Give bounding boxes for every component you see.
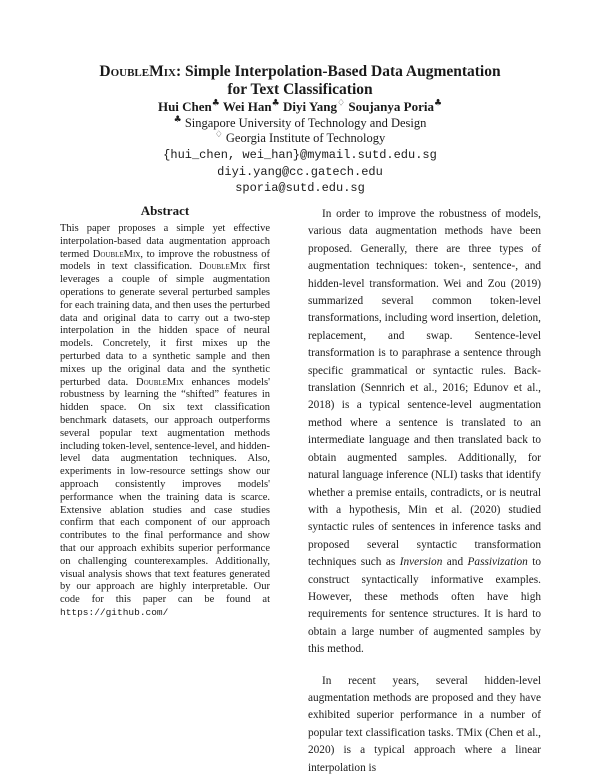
author: Diyi Yang♢ — [282, 98, 346, 114]
author-list — [20, 99, 580, 115]
club-mark: ♣ — [433, 98, 443, 109]
method-name: DoubleMix — [99, 63, 176, 80]
body-paragraph: In recent years, several hidden-level augmentation methods are proposed and they have exhibited superior performance in a number of popular text classification tasks. TMix (Chen et al., 2020) is a typical approach where a linear interpolation is — [308, 674, 541, 774]
affiliation: ♢ Georgia Institute of Technology — [214, 129, 386, 145]
email: sporia@sutd.edu.sg — [235, 181, 365, 195]
club-mark: ♣ — [271, 98, 280, 109]
paper-title-line2: for Text Classification — [227, 81, 373, 98]
email: {hui_chen, wei_han}@mymail.sutd.edu.sg — [163, 148, 437, 162]
paper-title — [20, 62, 580, 81]
abstract-heading: Abstract — [140, 203, 190, 218]
club-mark: ♣ — [173, 114, 182, 125]
author: Wei Han♣ — [222, 98, 280, 114]
affiliation: ♣ Singapore University of Technology and Design — [173, 114, 427, 130]
title-text: : Simple Interpolation-Based Data Augmentation — [175, 63, 501, 80]
intro-column — [308, 206, 541, 777]
code-link[interactable]: https://github.com/ — [60, 606, 169, 618]
body-paragraph: In order to improve the robustness of models, various data augmentation methods have been proposed. Generally, there are three types of augmentation techniques: token-, sentence-, and hidden-level transformation. Wei and Zou (2019) summarized several common token-level transformations, including word insertion, deletion, replacement, and swap. Sentence-level transformation is to paraphrase a sentence through specific grammatical or syntactic rules. Back-translation (Sennrich et al., 2016; Edunov et al., 2018) is a typical sentence-level augmentation method where a sentence is translated to an intermediate language and then translated back to obtain augmented samples. Additionally, for natural language inference (NLI) tasks that identify whether a premise entails, contradicts, or is neutral with a hypothesis, Min et al. (2020) studied syntactic rules of sentences in inference tasks and proposed several syntactic transformation techniques such as Inversion and Passivization to construct syntactically informative examples. However, these methods often have high requirements for sentence structures. It is hard to obtain a large number of augmented samples by this method. — [308, 208, 541, 656]
diamond-mark: ♢ — [337, 98, 346, 109]
abstract-text: This paper proposes a simple yet effective interpolation-based data augmentation approach termed DoubleMix, to improve the robustness of models in text classification. DoubleMix first leverages a couple of simple augmentation operations to generate several perturbed samples for each training data, and then uses the perturbed data and original data to carry out a two-step interpolation in the hidden space of neural models. Concretely, it first mixes up the perturbed data to a synthetic sample and then mixes up the original data and the synthetic perturbed data. DoubleMix enhances models' robustness by learning the “shifted” features in hidden space. On six text classification benchmark datasets, our approach outperforms several popular text augmentation methods including token-level, sentence-level, and hidden-level data augmentation techniques. Also, experiments in low-resource settings show our approach consistently improves models' performance when the training data is scarce. Extensive ablation studies and case studies confirm that each component of our approach contributes to the final performance and show that our approach exhibits superior performance on challenging counterexamples. Additionally, visual analysis shows that text features generated by our approach are highly interpretable. Our code for this paper can be found at https://github.com/ — [60, 223, 271, 618]
author: Hui Chen♣ — [157, 98, 220, 114]
author: Soujanya Poria♣ — [348, 98, 443, 114]
diamond-mark: ♢ — [214, 129, 223, 140]
club-mark: ♣ — [211, 98, 220, 109]
email: diyi.yang@cc.gatech.edu — [217, 165, 383, 179]
